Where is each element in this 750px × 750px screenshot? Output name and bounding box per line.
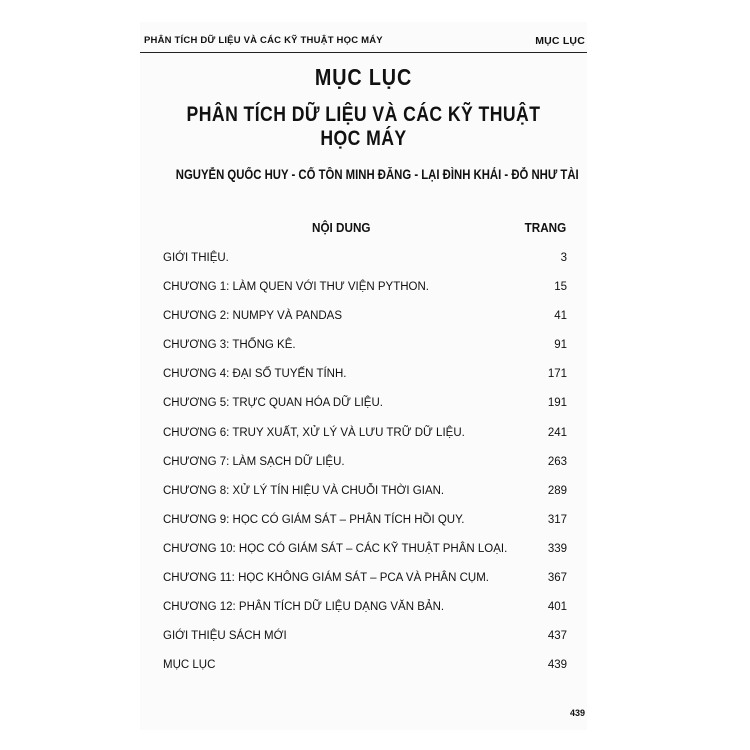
running-header — [140, 22, 587, 53]
toc-entry-page: 191 — [547, 397, 567, 410]
title-block — [140, 60, 587, 182]
toc-entry — [163, 572, 567, 601]
toc-entry-page: 3 — [560, 252, 567, 264]
toc-entry-label: CHƯƠNG 9: HỌC CÓ GIÁM SÁT – PHÂN TÍCH HỒI QUY. — [163, 513, 465, 526]
toc-entry — [163, 368, 567, 397]
toc-entry — [163, 397, 567, 426]
toc-entry-page: 439 — [547, 659, 567, 672]
toc-entry — [163, 485, 567, 514]
running-section: MỤC LỤC — [535, 35, 585, 47]
toc-entry — [163, 310, 567, 339]
toc-column-content: NỘI DUNG — [312, 220, 371, 235]
toc-entry-label: CHƯƠNG 11: HỌC KHÔNG GIÁM SÁT – PCA VÀ PHÂN CỤM. — [163, 572, 489, 585]
toc-entry-label: CHƯƠNG 5: TRỰC QUAN HÓA DỮ LIỆU. — [163, 397, 383, 410]
toc-entry-page: 15 — [554, 281, 567, 294]
toc-entry — [163, 427, 567, 456]
toc-list — [163, 252, 567, 688]
running-title: PHÂN TÍCH DỮ LIỆU VÀ CÁC KỸ THUẬT HỌC MÁY — [144, 35, 383, 46]
toc-entry-page: 171 — [547, 368, 567, 381]
toc-entry-label: GIỚI THIỆU SÁCH MỚI — [163, 630, 287, 643]
toc-entry-label: CHƯƠNG 6: TRUY XUẤT, XỬ LÝ VÀ LƯU TRỮ DỮ LIỆU. — [163, 426, 465, 439]
toc-entry-label: CHƯƠNG 8: XỬ LÝ TÍN HIỆU VÀ CHUỖI THỜI GIAN. — [163, 484, 445, 497]
toc-entry-label: CHƯƠNG 4: ĐẠI SỐ TUYẾN TÍNH. — [163, 368, 347, 381]
toc-entry — [163, 659, 567, 688]
toc-entry-label: CHƯƠNG 12: PHÂN TÍCH DỮ LIỆU DẠNG VĂN BẢN. — [163, 601, 445, 614]
toc-entry — [163, 339, 567, 368]
toc-entry-label: CHƯƠNG 2: NUMPY VÀ PANDAS — [163, 310, 343, 323]
toc-entry-label: CHƯƠNG 10: HỌC CÓ GIÁM SÁT – CÁC KỸ THUẬT PHÂN LOẠI. — [163, 542, 508, 555]
page-title: MỤC LỤC — [314, 64, 413, 90]
toc-entry-label: MỤC LỤC — [163, 659, 216, 672]
book-title: PHÂN TÍCH DỮ LIỆU VÀ CÁC KỸ THUẬT HỌC MÁY — [186, 103, 541, 150]
toc-entry-page: 263 — [547, 455, 567, 468]
toc-entry-page: 367 — [547, 572, 567, 585]
toc-entry — [163, 281, 567, 310]
toc-entry — [163, 252, 567, 281]
toc-entry-label: CHƯƠNG 3: THỐNG KÊ. — [163, 339, 296, 352]
page-number: 439 — [569, 708, 585, 718]
toc-entry-page: 241 — [547, 426, 567, 439]
toc-entry-page: 401 — [547, 601, 567, 614]
toc-entry-label: CHƯƠNG 7: LÀM SẠCH DỮ LIỆU. — [163, 455, 345, 468]
authors-line: NGUYỄN QUỐC HUY - CỔ TỒN MINH ĐĂNG - LẠI ĐÌNH KHẢI - ĐỖ NHƯ TÀI — [175, 167, 579, 182]
toc-entry — [163, 630, 567, 659]
toc-entry-page: 41 — [554, 310, 567, 323]
toc-entry-page: 339 — [547, 542, 567, 555]
toc-entry-page: 91 — [554, 339, 567, 352]
toc-entry-label: CHƯƠNG 1: LÀM QUEN VỚI THƯ VIỆN PYTHON. — [163, 281, 429, 294]
toc-entry — [163, 514, 567, 543]
toc-entry — [163, 543, 567, 572]
toc-entry-label: GIỚI THIỆU. — [163, 252, 229, 264]
toc-entry — [163, 601, 567, 630]
book-page — [140, 22, 587, 730]
toc-entry-page: 317 — [547, 513, 567, 526]
toc-entry-page: 289 — [547, 484, 567, 497]
toc-entry — [163, 456, 567, 485]
toc-entry-page: 437 — [547, 630, 567, 643]
toc-column-page: TRANG — [524, 220, 566, 235]
